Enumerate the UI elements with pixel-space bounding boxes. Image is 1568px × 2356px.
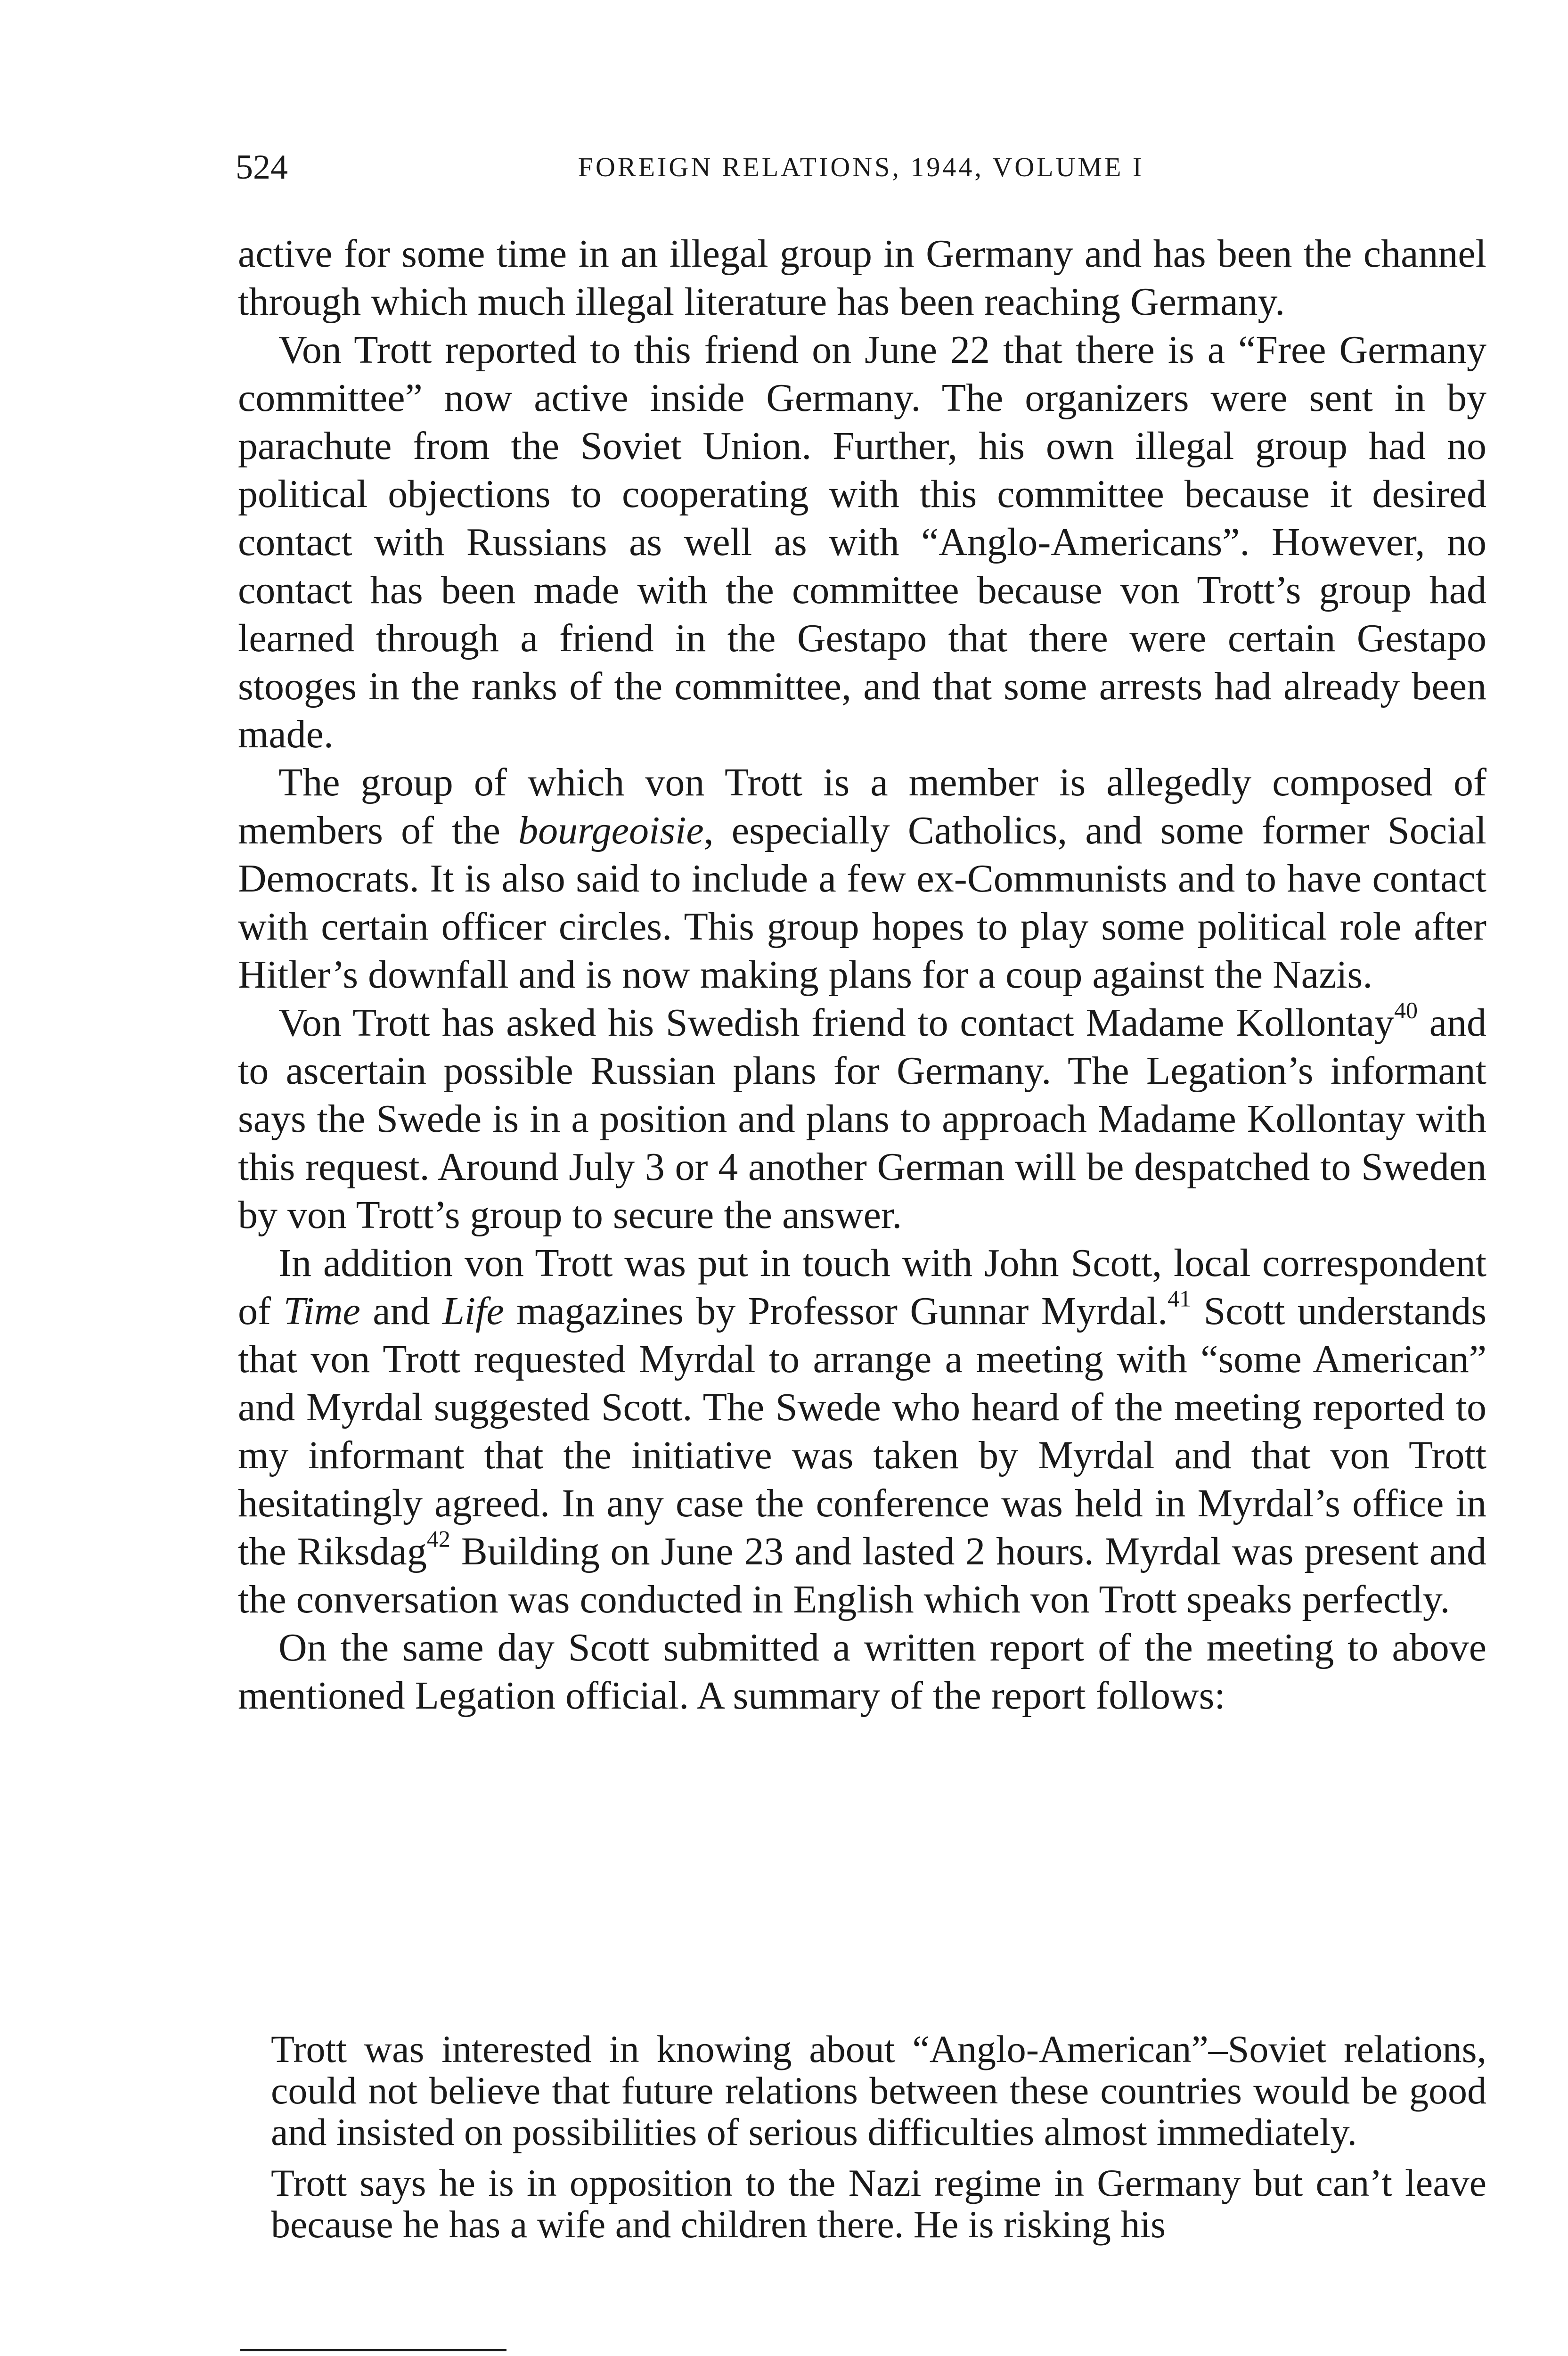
paragraph-5: In addition von Trott was put in touch with John Scott, local correspondent of Time and Life magazines by Professor Gunnar Myrdal.$^{41}$ Scott understands that von Trott requested Myrdal to arrange a meeting with “some American” and Myrdal suggested Scott. The Swede who heard of the meeting reported to my informant that the initiative was taken by Myrdal and that von Trott hesitatingly agreed. In any case the conference was held in Myrdal’s office in the Riksdag$^{42}$ Building on June 23 and lasted 2 hours. Myrdal was present and the conversation was conducted in English which von Trott speaks perfectly. xyxy=(238,1241,1486,1621)
page-header xyxy=(236,139,1486,196)
paragraph-1: active for some time in an illegal group in Germany and has been the channel through which much illegal literature has been reaching Germany. xyxy=(238,232,1486,324)
paragraph-3: The group of which von Trott is a member is allegedly composed of members of the bourgeoisie, especially Catholics, and some former Social Democrats. It is also said to include a few ex-Communists and to have contact with certain officer circles. This group hopes to play some political role after Hitler’s downfall and is now making plans for a coup against the Nazis. xyxy=(238,761,1487,997)
quote-paragraph-1: Trott was interested in knowing about “Anglo-American”–Soviet relations, could not believe that future relations between these countries would be good and insisted on possibilities of serious difficulties almost immediately. xyxy=(271,2028,1486,2153)
paragraph-6: On the same day Scott submitted a written report of the meeting to above mentioned Legation official. A summary of the report follows: xyxy=(238,1626,1486,1718)
paragraph-4: Von Trott has asked his Swedish friend to contact Madame Kollontay$^{40}$ and to ascertain possible Russian plans for Germany. The Legation’s informant says the Swede is in a position and plans to approach Madame Kollontay with this request. Around July 3 or 4 another German will be despatched to Sweden by von Trott’s group to secure the answer. xyxy=(238,997,1486,1237)
body-text xyxy=(238,230,1486,1720)
page-number: 524 xyxy=(236,148,288,187)
italic-time: Time xyxy=(283,1289,360,1333)
report-summary-quote xyxy=(271,2029,1486,2245)
quote-paragraph-2: Trott says he is in opposition to the Nazi regime in Germany but can’t leave because he has a wife and children there. He is risking his xyxy=(271,2161,1486,2246)
footnote-ref-42: 42 xyxy=(426,1525,450,1552)
italic-bourgeoisie: bourgeoisie xyxy=(518,809,704,852)
footnote-ref-40: 40 xyxy=(1394,997,1418,1023)
italic-life: Life xyxy=(442,1289,504,1333)
footnote-ref-41: 41 xyxy=(1168,1285,1192,1312)
paragraph-2: Von Trott reported to this friend on June 22 that there is a “Free Germany committee” now active inside Germany. The organizers were sent in by parachute from the Soviet Union. Further, his own illegal group had no political objections to cooperating with this committee because it desired contact with Russians as well as with “Anglo-Americans”. However, no contact has been made with the committee because von Trott’s group had learned through a friend in the Gestapo that there were certain Gestapo stooges in the ranks of the committee, and that some arrests had already been made. xyxy=(238,328,1486,756)
running-title: FOREIGN RELATIONS, 1944, VOLUME I xyxy=(578,152,1144,182)
footnote-divider xyxy=(240,2349,506,2351)
